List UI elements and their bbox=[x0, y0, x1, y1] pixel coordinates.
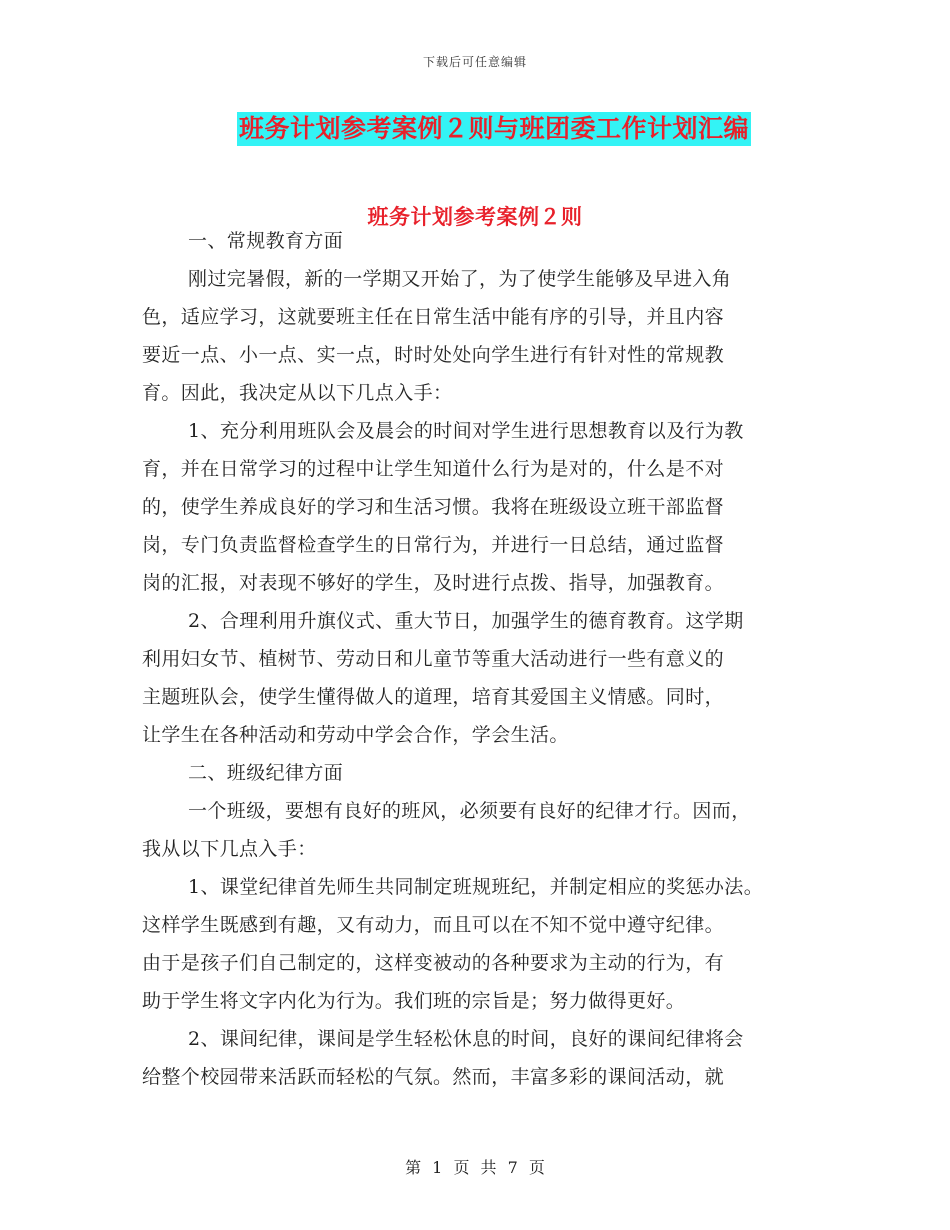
paragraph-line: 给整个校园带来活跃而轻松的气氛。然而，丰富多彩的课间活动，就 bbox=[142, 1066, 725, 1088]
paragraph-line: 利用妇女节、植树节、劳动日和儿童节等重大活动进行一些有意义的 bbox=[142, 648, 725, 670]
paragraph-line: 岗，专门负责监督检查学生的日常行为，并进行一日总结，通过监督 bbox=[142, 534, 725, 556]
paragraph-line: 要近一点、小一点、实一点，时时处处向学生进行有针对性的常规教 bbox=[142, 344, 725, 366]
paragraph-line: 刚过完暑假，新的一学期又开始了，为了使学生能够及早进入角 bbox=[188, 268, 732, 290]
paragraph-line: 一、常规教育方面 bbox=[188, 230, 344, 252]
paragraph-line: 的，使学生养成良好的学习和生活习惯。我将在班级设立班干部监督 bbox=[142, 496, 725, 518]
paragraph-line: 1、课堂纪律首先师生共同制定班规班纪，并制定相应的奖惩办法。 bbox=[188, 876, 764, 898]
paragraph-line: 由于是孩子们自己制定的，这样变被动的各种要求为主动的行为，有 bbox=[142, 952, 725, 974]
body-text bbox=[142, 222, 822, 1096]
paragraph-line: 色，适应学习，这就要班主任在日常生活中能有序的引导，并且内容 bbox=[142, 306, 725, 328]
paragraph-line: 二、班级纪律方面 bbox=[188, 762, 344, 784]
header-note: 下载后可任意编辑 bbox=[422, 55, 527, 69]
paragraph-line: 2、合理利用升旗仪式、重大节日，加强学生的德育教育。这学期 bbox=[188, 610, 744, 632]
paragraph-line: 一个班级，要想有良好的班风，必须要有良好的纪律才行。因而， bbox=[188, 800, 751, 822]
paragraph-line: 1、充分利用班队会及晨会的时间对学生进行思想教育以及行为教 bbox=[188, 420, 744, 442]
document-title: 班务计划参考案例２则与班团委工作计划汇编 bbox=[237, 112, 751, 146]
paragraph-line: 育，并在日常学习的过程中让学生知道什么行为是对的，什么是不对 bbox=[142, 458, 725, 480]
paragraph-line: 主题班队会，使学生懂得做人的道理，培育其爱国主义情感。同时， bbox=[142, 686, 725, 708]
paragraph-line: 育。因此，我决定从以下几点入手： bbox=[142, 382, 453, 404]
paragraph-line: 2、课间纪律，课间是学生轻松休息的时间，良好的课间纪律将会 bbox=[188, 1028, 744, 1050]
paragraph-line: 我从以下几点入手： bbox=[142, 838, 317, 860]
paragraph-line: 岗的汇报，对表现不够好的学生，及时进行点拨、指导，加强教育。 bbox=[142, 572, 725, 594]
page-footer: 第 1 页 共 7 页 bbox=[405, 1158, 545, 1177]
paragraph-line: 让学生在各种活动和劳动中学会合作，学会生活。 bbox=[142, 724, 569, 746]
section-title: 班务计划参考案例２则 bbox=[367, 204, 583, 229]
paragraph-line: 助于学生将文字内化为行为。我们班的宗旨是；努力做得更好。 bbox=[142, 990, 686, 1012]
paragraph-line: 这样学生既感到有趣，又有动力，而且可以在不知不觉中遵守纪律。 bbox=[142, 914, 725, 936]
